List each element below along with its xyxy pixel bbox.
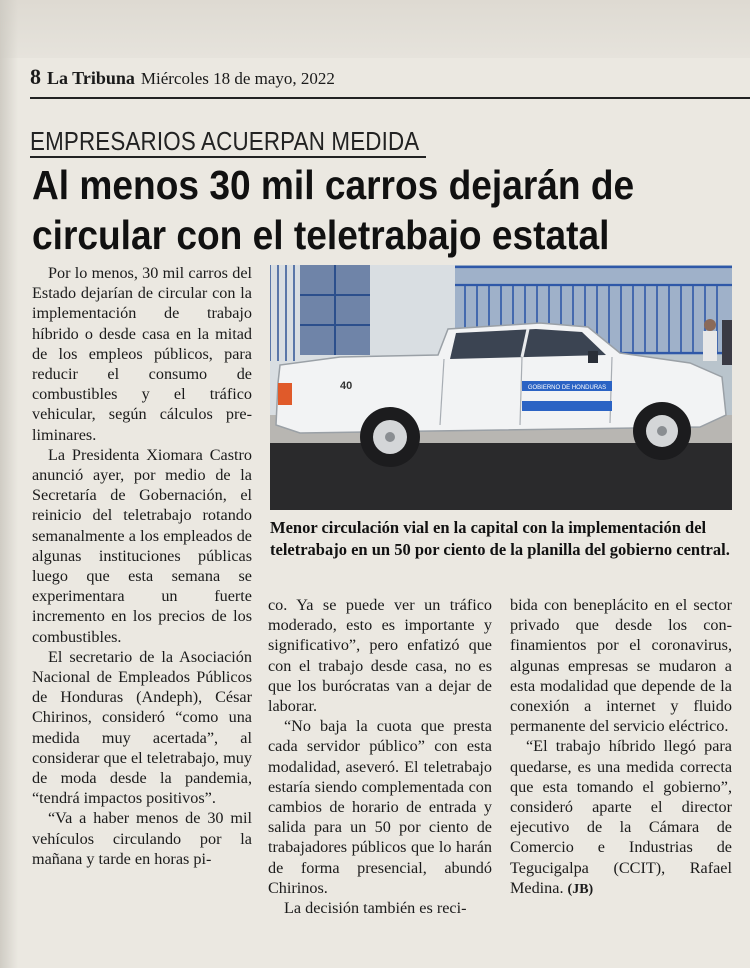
- paragraph-final: [510, 736, 732, 900]
- page-fold-shadow: [0, 0, 18, 968]
- paragraph-final-text: “El trabajo híbrido llegó para quedarse, es una medida correcta que esta tomando el gobierno”, consideró aparte el director ejecutivo de la Cámara de Comercio e Industrias de Tegucigalpa (CCIT), Rafael Medina.: [510, 737, 732, 897]
- article-column-1: [32, 263, 252, 869]
- headline-line-2: circular con el teletrabajo estatal: [32, 212, 610, 258]
- paragraph: Por lo menos, 30 mil carros del Estado dejarían de circular con la implementación de trabajo híbrido o desde casa en la mitad de los empleos públicos, para reducir el consumo de combustibles y el tráfico vehicular, según cálculos preliminares.: [32, 264, 252, 444]
- previous-page-bleed: [0, 0, 750, 58]
- paragraph-continued: co. Ya se puede ver un tráfico moderado, esto es importante y significativo”, pero enfatizó que con el trabajo desde casa, no es que los burócratas van a dejar de laborar.: [268, 596, 492, 716]
- article-kicker: EMPRESARIOS ACUERPAN MEDIDA: [30, 126, 420, 156]
- kicker-underline: [30, 156, 426, 158]
- photo-caption: Menor circulación vial en la capital con la implementación del teletrabajo en un 50 por ciento de la planilla del gobierno central.: [270, 518, 730, 559]
- paragraph: La Presidenta Xiomara Castro anunció ayer, por medio de la Secretaría de Gobernación, el reinicio del teletrabajo rotando semanalmente a los empleados de algunas instituciones públicas luego que esta semana se experimentara un fuerte incremento en los precios de los combustibles.: [32, 445, 252, 646]
- paragraph-continued: bida con beneplácito en el sector privado que desde los confinamientos por el coronavirus, algunas empresas se mudaron a esta modalidad que depende de la conexión a internet y fluido permanente del servicio eléctrico.: [510, 596, 732, 736]
- headline-line-1: Al menos 30 mil carros dejarán de: [32, 162, 635, 208]
- issue-date: Miércoles 18 de mayo, 2022: [140, 69, 335, 88]
- article-column-3: [510, 595, 732, 900]
- government-pickup-truck-illustration: [270, 265, 732, 510]
- author-signoff: (JB): [567, 881, 594, 897]
- page-number: 8: [30, 64, 41, 89]
- paragraph: El secretario de la Asociación Nacional de Empleados Públicos de Honduras (Andeph), César Chirinos, consideró “como una medida muy acertada”, al considerar que el teletrabajo, muy de moda desde la pandemia, “tendrá impactos positivos”.: [32, 647, 252, 808]
- vehicle-number: 40: [340, 380, 353, 392]
- paragraph: “No baja la cuota que presta cada servidor público” con esta modalidad, aseveró. El teletrabajo estaría siendo complementada con cambios de horario de entrada y salida para un 50 por ciento de trabajadores públicos que lo harán de forma presencial, abundó Chirinos.: [268, 717, 492, 897]
- article-column-2: [268, 595, 492, 918]
- folio-rule: [30, 97, 750, 99]
- page-folio: [30, 64, 335, 90]
- paragraph: “Va a haber menos de 30 mil vehículos circulando por la mañana y tarde en horas pi-: [32, 809, 252, 868]
- article-headline: [32, 160, 720, 260]
- article-photo: [270, 265, 732, 510]
- paragraph: La decisión también es reci-: [284, 899, 467, 918]
- vehicle-door-text: GOBIERNO DE HONDURAS: [527, 385, 607, 391]
- newspaper-name: La Tribuna: [47, 68, 135, 88]
